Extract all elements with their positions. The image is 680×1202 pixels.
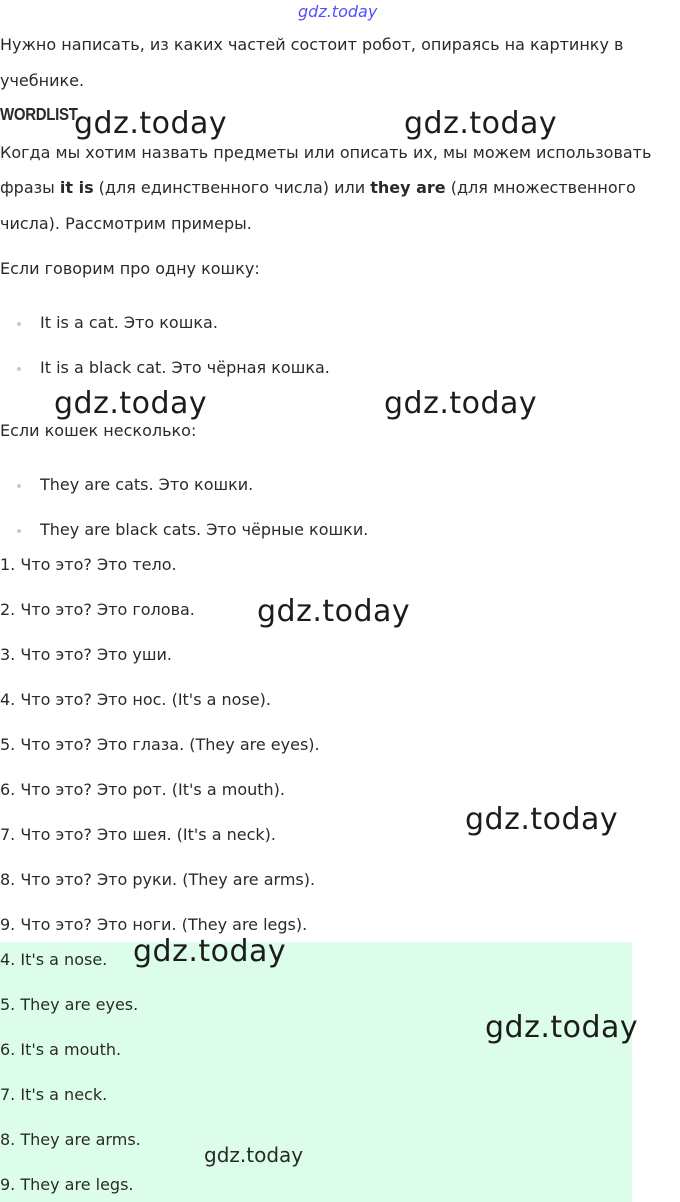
intro-text: (для единственного числа) или bbox=[93, 178, 371, 197]
singular-lead: Если говорим про одну кошку: bbox=[0, 259, 260, 278]
answers-highlight bbox=[0, 942, 632, 1202]
watermark: gdz.today bbox=[133, 934, 287, 969]
wordlist-intro-line-1: Когда мы хотим назвать предметы или описать их, мы можем использовать bbox=[0, 143, 652, 162]
singular-example: It is a black cat. Это чёрная кошка. bbox=[40, 358, 330, 377]
plural-example: They are cats. Это кошки. bbox=[40, 475, 254, 494]
singular-example: It is a cat. Это кошка. bbox=[40, 313, 218, 332]
answer-line: 9. They are legs. bbox=[0, 1175, 134, 1194]
question-line: 4. Что это? Это нос. (It's a nose). bbox=[0, 690, 271, 709]
answer-line: 5. They are eyes. bbox=[0, 995, 139, 1014]
watermark: gdz.today bbox=[257, 594, 411, 629]
watermark: gdz.today bbox=[485, 1010, 639, 1045]
bullet-dot bbox=[17, 529, 21, 533]
answer-line: 8. They are arms. bbox=[0, 1130, 141, 1149]
question-line: 8. Что это? Это руки. (They are arms). bbox=[0, 870, 316, 889]
watermark-top: gdz.today bbox=[298, 2, 378, 21]
watermark: gdz.today bbox=[204, 1143, 304, 1167]
answer-line: 6. It's a mouth. bbox=[0, 1040, 122, 1059]
they-are-phrase: they are bbox=[370, 178, 446, 197]
bullet-dot bbox=[17, 322, 21, 326]
wordlist-intro-line-2 bbox=[0, 178, 636, 198]
plural-lead: Если кошек несколько: bbox=[0, 421, 197, 440]
question-line: 7. Что это? Это шея. (It's a neck). bbox=[0, 825, 276, 844]
task-line-2: учебнике. bbox=[0, 71, 85, 90]
question-line: 1. Что это? Это тело. bbox=[0, 555, 177, 574]
watermark: gdz.today bbox=[384, 386, 538, 421]
bullet-dot bbox=[17, 367, 21, 371]
task-line-1: Нужно написать, из каких частей состоит робот, опираясь на картинку в bbox=[0, 35, 624, 54]
watermark: gdz.today bbox=[404, 106, 558, 141]
question-line: 5. Что это? Это глаза. (They are eyes). bbox=[0, 735, 320, 754]
intro-text: (для множественного bbox=[445, 178, 636, 197]
question-line: 9. Что это? Это ноги. (They are legs). bbox=[0, 915, 308, 934]
question-line: 3. Что это? Это уши. bbox=[0, 645, 172, 664]
wordlist-intro-line-3: числа). Рассмотрим примеры. bbox=[0, 214, 252, 233]
question-line: 6. Что это? Это рот. (It's a mouth). bbox=[0, 780, 285, 799]
bullet-dot bbox=[17, 484, 21, 488]
question-line: 2. Что это? Это голова. bbox=[0, 600, 195, 619]
it-is-phrase: it is bbox=[59, 178, 94, 197]
answer-line: 7. It's a neck. bbox=[0, 1085, 108, 1104]
watermark: gdz.today bbox=[54, 386, 208, 421]
watermark: gdz.today bbox=[465, 802, 619, 837]
answer-line: 4. It's a nose. bbox=[0, 950, 108, 969]
wordlist-heading: WORDLIST bbox=[0, 105, 78, 125]
plural-example: They are black cats. Это чёрные кошки. bbox=[40, 520, 369, 539]
watermark: gdz.today bbox=[74, 106, 228, 141]
intro-text: фразы bbox=[0, 178, 60, 197]
